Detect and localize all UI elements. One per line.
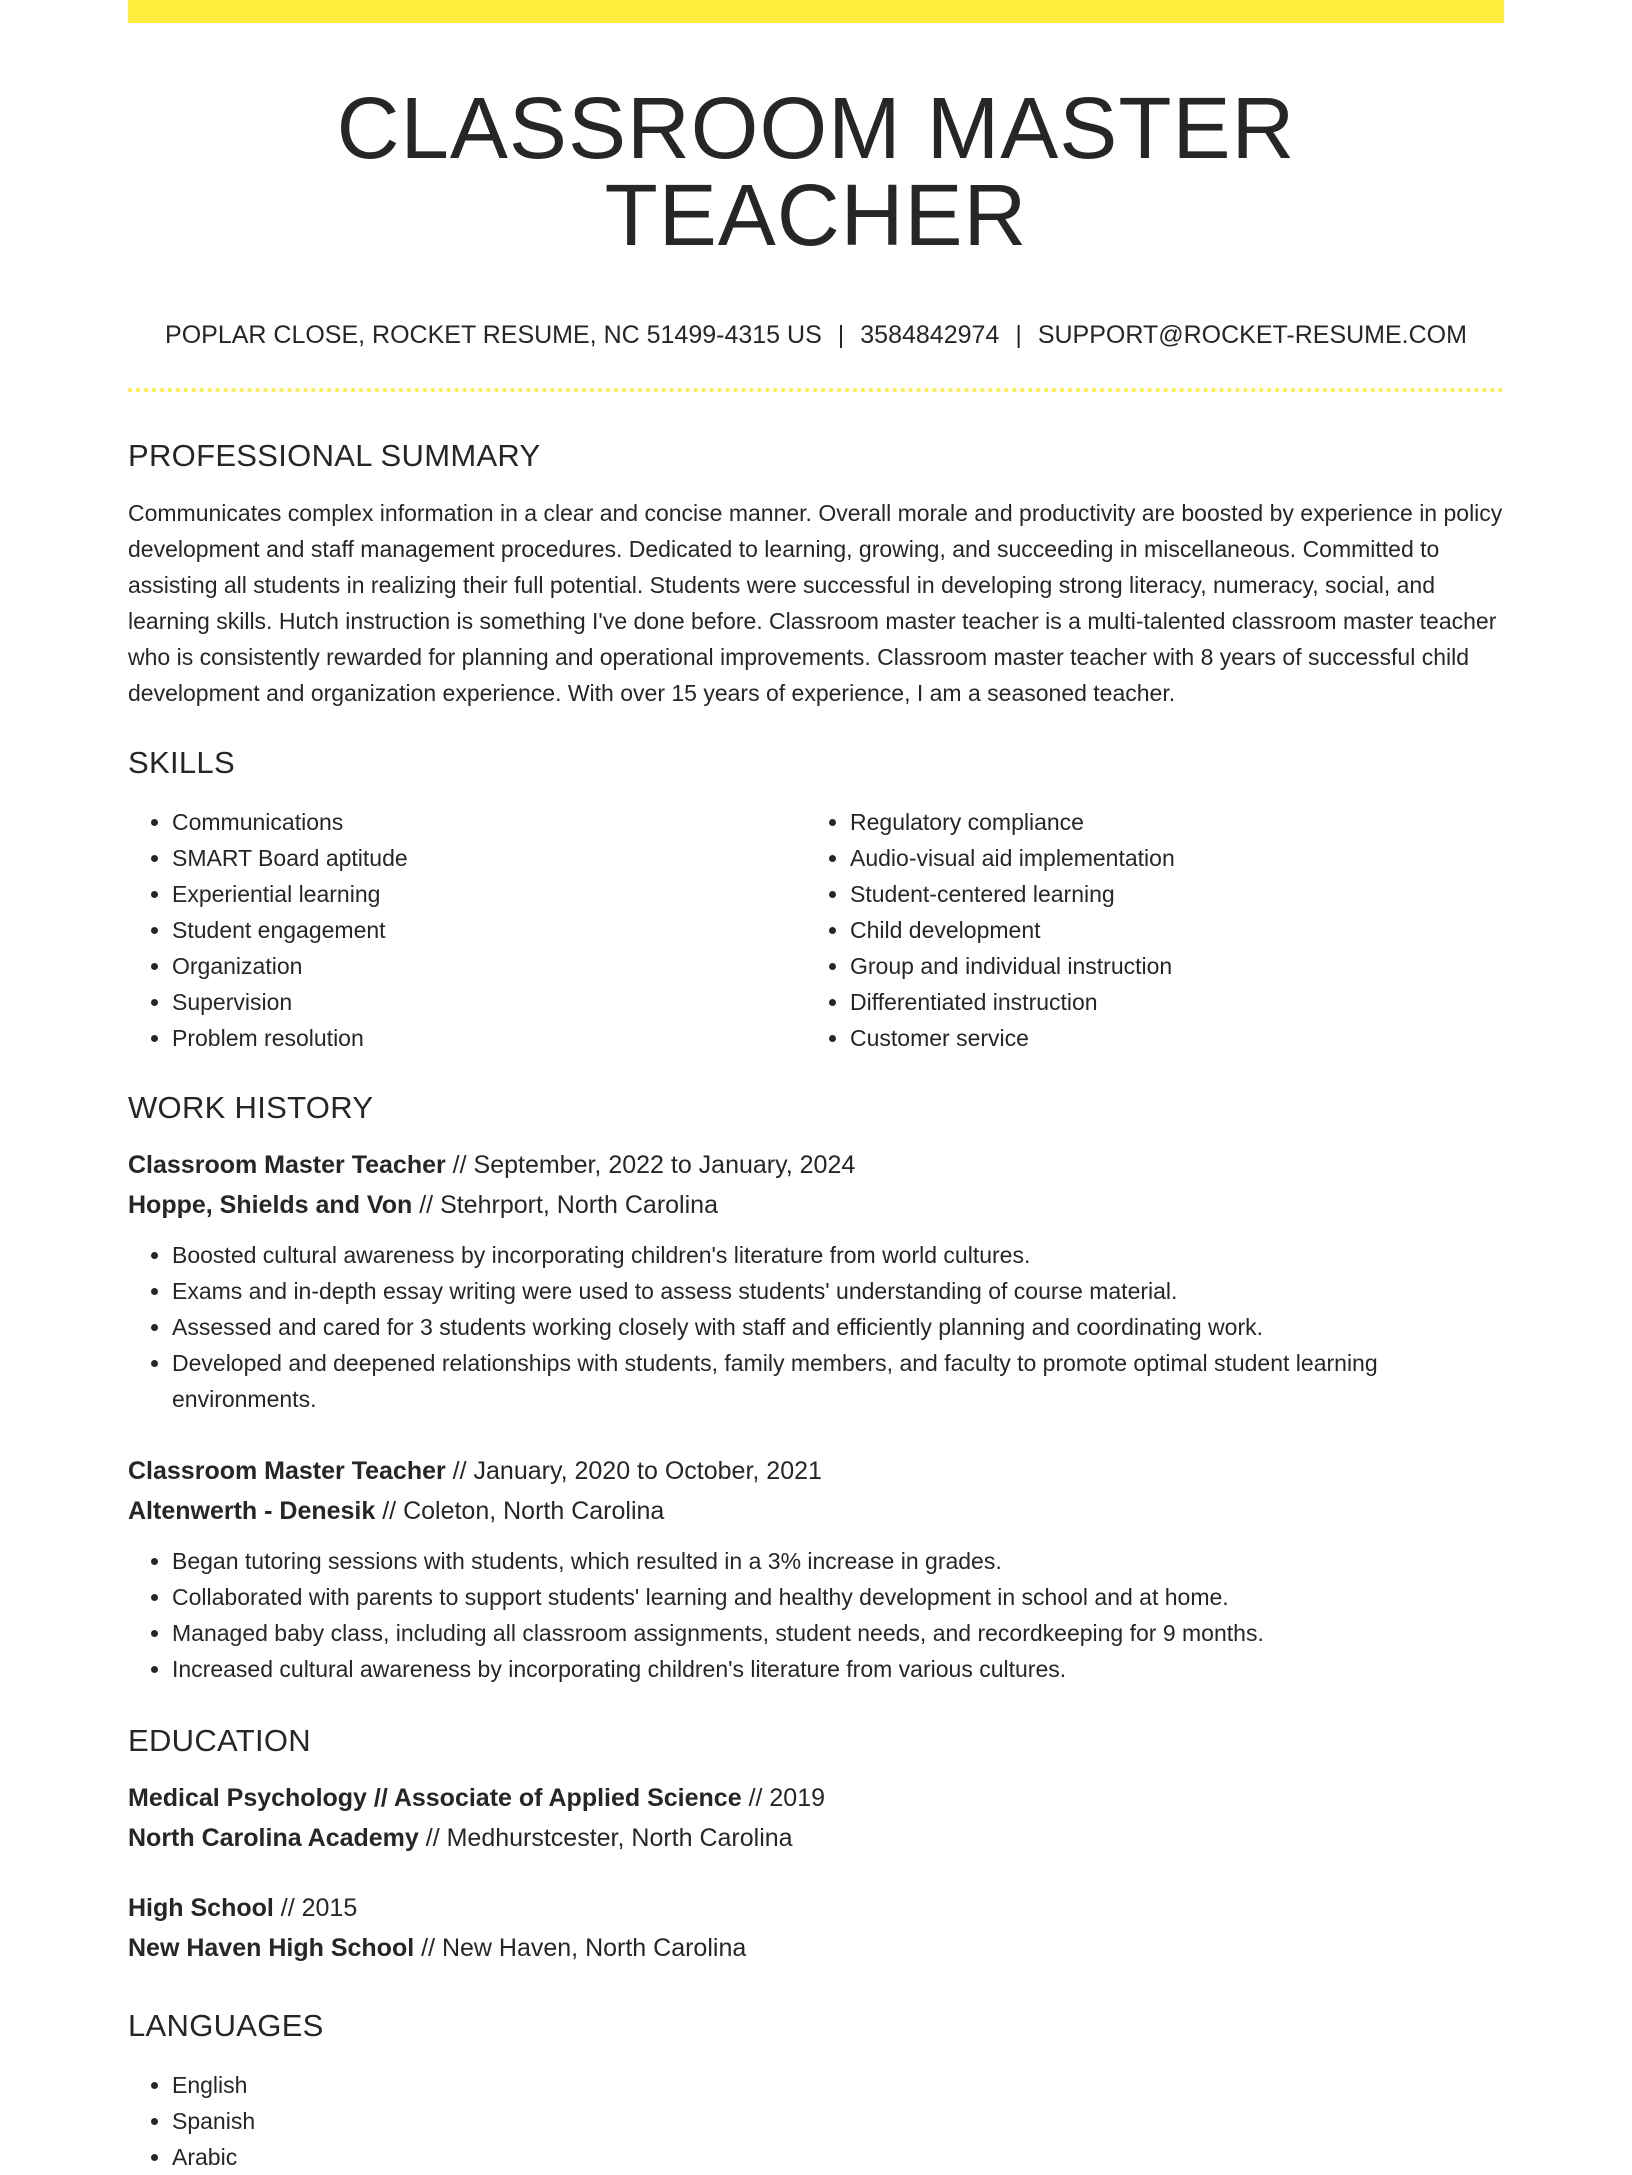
job-company: Hoppe, Shields and Von bbox=[128, 1191, 413, 1219]
skill-item: • Group and individual instruction bbox=[850, 948, 1484, 984]
skill-item: • Audio-visual aid implementation bbox=[850, 840, 1484, 876]
education-location: // Medhurstcester, North Carolina bbox=[418, 1824, 793, 1852]
job-role: Classroom Master Teacher bbox=[128, 1151, 446, 1179]
job-title-line bbox=[128, 1145, 1504, 1185]
contact-email: SUPPORT@ROCKET-RESUME.COM bbox=[1037, 321, 1467, 349]
languages-heading: LANGUAGES bbox=[128, 2008, 324, 2043]
job-location: // Coleton, North Carolina bbox=[375, 1497, 665, 1525]
skill-item: • Regulatory compliance bbox=[850, 804, 1484, 840]
job-dates: // January, 2020 to October, 2021 bbox=[445, 1457, 822, 1485]
skill-item: • Communications bbox=[172, 804, 806, 840]
education-school-line bbox=[128, 1928, 1504, 1968]
job-company: Altenwerth - Denesik bbox=[128, 1497, 376, 1525]
skill-item: • Organization bbox=[172, 948, 806, 984]
job-bullet: • Boosted cultural awareness by incorporating children's literature from world cultures. bbox=[172, 1237, 1504, 1273]
skill-item: • SMART Board aptitude bbox=[172, 840, 806, 876]
skill-item: • Child development bbox=[850, 912, 1484, 948]
language-item: • Arabic bbox=[172, 2139, 1504, 2175]
skills-right-column bbox=[806, 804, 1484, 1056]
skill-item: • Differentiated instruction bbox=[850, 984, 1484, 1020]
contact-address: POPLAR CLOSE, ROCKET RESUME, NC 51499-4315 US bbox=[165, 321, 822, 349]
skills-left-column bbox=[128, 804, 806, 1056]
job-role: Classroom Master Teacher bbox=[128, 1457, 446, 1485]
contact-line bbox=[128, 323, 1504, 348]
job-bullet: • Began tutoring sessions with students, which resulted in a 3% increase in grades. bbox=[172, 1543, 1504, 1579]
education-location: // New Haven, North Carolina bbox=[414, 1934, 747, 1962]
job-bullet: • Increased cultural awareness by incorporating children's literature from various cultures. bbox=[172, 1651, 1504, 1687]
skill-item: • Customer service bbox=[850, 1020, 1484, 1056]
skill-item: • Student engagement bbox=[172, 912, 806, 948]
job-bullets bbox=[128, 1543, 1504, 1687]
job-bullet: • Managed baby class, including all classroom assignments, student needs, and recordkeeping for 9 months. bbox=[172, 1615, 1504, 1651]
skill-item: • Problem resolution bbox=[172, 1020, 806, 1056]
education-entry bbox=[128, 1778, 1504, 1858]
job-entry bbox=[128, 1451, 1504, 1687]
education-school-line bbox=[128, 1818, 1504, 1858]
contact-separator: | bbox=[1015, 321, 1022, 349]
job-dates: // September, 2022 to January, 2024 bbox=[445, 1151, 856, 1179]
language-item: • Spanish bbox=[172, 2103, 1504, 2139]
job-company-line bbox=[128, 1491, 1504, 1531]
job-bullets bbox=[128, 1237, 1504, 1417]
job-location: // Stehrport, North Carolina bbox=[412, 1191, 718, 1219]
job-bullet: • Exams and in-depth essay writing were used to assess students' understanding of course material. bbox=[172, 1273, 1504, 1309]
contact-phone: 3584842974 bbox=[860, 321, 1000, 349]
education-degree: Medical Psychology // Associate of Applied Science bbox=[128, 1784, 742, 1812]
job-bullet: • Developed and deepened relationships with students, family members, and faculty to promote optimal student learning environments. bbox=[172, 1345, 1504, 1417]
skills-heading: SKILLS bbox=[128, 745, 235, 780]
education-degree: High School bbox=[128, 1894, 274, 1922]
education-degree-line bbox=[128, 1888, 1504, 1928]
candidate-name: CLASSROOM MASTER TEACHER bbox=[336, 80, 1296, 264]
work-history-heading: WORK HISTORY bbox=[128, 1090, 374, 1125]
skill-item: • Experiential learning bbox=[172, 876, 806, 912]
contact-separator: | bbox=[837, 321, 845, 349]
top-accent-bar bbox=[128, 0, 1504, 23]
education-degree-line bbox=[128, 1778, 1504, 1818]
languages-list bbox=[128, 2067, 1504, 2175]
skills-columns bbox=[128, 804, 1504, 1056]
header-divider bbox=[128, 388, 1504, 392]
skill-item: • Student-centered learning bbox=[850, 876, 1484, 912]
job-company-line bbox=[128, 1185, 1504, 1225]
job-bullet: • Collaborated with parents to support students' learning and healthy development in school and at home. bbox=[172, 1579, 1504, 1615]
education-entry bbox=[128, 1888, 1504, 1968]
language-item: • English bbox=[172, 2067, 1504, 2103]
summary-heading: PROFESSIONAL SUMMARY bbox=[128, 438, 541, 473]
education-year: // 2019 bbox=[741, 1784, 826, 1812]
education-year: // 2015 bbox=[273, 1894, 358, 1922]
job-bullet: • Assessed and cared for 3 students working closely with staff and efficiently planning and coordinating work. bbox=[172, 1309, 1504, 1345]
education-school: New Haven High School bbox=[128, 1934, 415, 1962]
job-title-line bbox=[128, 1451, 1504, 1491]
summary-text: Communicates complex information in a clear and concise manner. Overall morale and productivity are boosted by experience in policy development and staff management procedures. Dedicated to learning, growing, and succeeding in miscellaneous. Committed to assisting all students in realizing their full potential. Students were successful in developing strong literacy, numeracy, social, and learning skills. Hutch instruction is something I've done before. Classroom master teacher is a multi-talented classroom master teacher who is consistently rewarded for planning and operational improvements. Classroom master teacher with 8 years of successful child development and organization experience. With over 15 years of experience, I am a seasoned teacher. bbox=[128, 500, 1503, 706]
job-entry bbox=[128, 1145, 1504, 1417]
education-school: North Carolina Academy bbox=[128, 1824, 419, 1852]
education-heading: EDUCATION bbox=[128, 1723, 311, 1758]
resume-page bbox=[128, 0, 1504, 2175]
skill-item: • Supervision bbox=[172, 984, 806, 1020]
